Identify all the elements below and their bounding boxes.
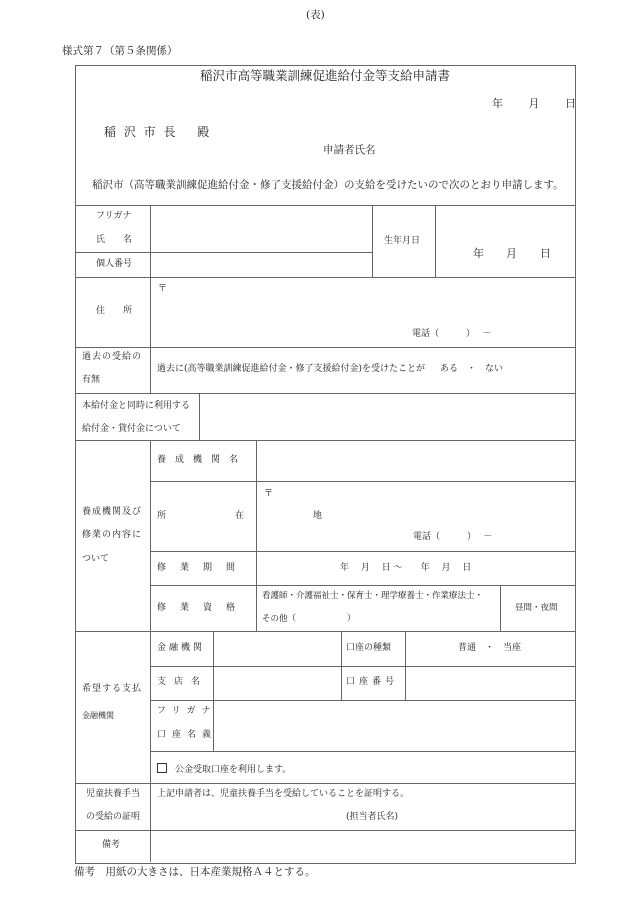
application-date xyxy=(492,95,576,111)
side-label: (表) xyxy=(306,9,325,21)
past-receipt-label-2: 有無 xyxy=(82,375,101,385)
account-number-field[interactable] xyxy=(407,668,573,699)
name-field[interactable] xyxy=(152,207,370,251)
location-postal-mark: 〒 xyxy=(264,489,274,499)
qualification-label: 修業資格 xyxy=(157,603,250,613)
date-year: 年 xyxy=(492,97,503,110)
address-phone: 電話（ ） － xyxy=(412,329,492,339)
birthdate-month: 月 xyxy=(506,247,517,260)
concurrent-label-2: 給付金・貸付金について xyxy=(82,424,181,434)
date-day: 日 xyxy=(565,97,576,110)
form-title: 稲沢市高等職業訓練促進給付金等支給申請書 xyxy=(200,68,451,83)
institution-name-label: 養成機関名 xyxy=(157,455,248,465)
date-month: 月 xyxy=(528,97,540,110)
form-number: 様式第７（第５条関係） xyxy=(62,45,178,57)
public-account-label: 公金受取口座を利用します。 xyxy=(175,765,292,775)
my-number-field[interactable] xyxy=(152,254,370,276)
period-label: 修業期間 xyxy=(157,563,250,573)
branch-label: 支店名 xyxy=(157,677,209,687)
account-type-options[interactable]: 普通 ・ 当座 xyxy=(458,643,522,653)
period-value[interactable]: 年 月 日 ～ 年 月 日 xyxy=(340,563,472,573)
training-section-label-1: 養成機関及び xyxy=(82,507,143,517)
location-label: 所 在 地 xyxy=(157,511,353,521)
applicant-name-field[interactable] xyxy=(380,140,570,160)
past-receipt-options[interactable]: ある ・ ない xyxy=(440,364,504,374)
remarks-label: 備考 xyxy=(102,840,121,850)
bank-institution-label: 金融機関 xyxy=(157,643,206,653)
public-account-option[interactable] xyxy=(157,762,291,775)
my-number-label: 個人番号 xyxy=(96,259,133,269)
account-type-label: 口座の種類 xyxy=(346,643,392,653)
officer-name-label: (担当者氏名) xyxy=(346,812,399,822)
qualification-options-2[interactable]: その他（ ） xyxy=(262,614,356,624)
time-options[interactable]: 昼間・夜間 xyxy=(515,603,558,613)
holder-furigana-label: フリガナ xyxy=(157,706,217,716)
postal-mark: 〒 xyxy=(158,284,168,294)
concurrent-field[interactable] xyxy=(201,395,573,439)
furigana-label: フリガナ xyxy=(96,211,132,221)
bank-institution-field[interactable] xyxy=(215,633,340,665)
past-receipt-label-1: 過去の受給の xyxy=(82,352,143,362)
past-receipt-statement: 過去に(高等職業訓練促進給付金・修了支援給付金)を受けたことが xyxy=(157,364,426,374)
training-section-label-3: ついて xyxy=(82,554,110,564)
birthdate-year: 年 xyxy=(473,247,484,260)
birthdate-day: 日 xyxy=(540,247,551,260)
footer-note: 備考 用紙の大きさは、日本産業規格Ａ４とする。 xyxy=(74,866,316,878)
branch-field[interactable] xyxy=(215,668,340,699)
bank-section-label-1: 希望する支払 xyxy=(82,684,143,694)
remarks-field[interactable] xyxy=(152,832,573,861)
certification-label-2: の受給の証明 xyxy=(86,812,141,822)
account-number-label: 口座番号 xyxy=(346,677,399,687)
name-label: 氏 名 xyxy=(96,235,133,245)
birthdate-label: 生年月日 xyxy=(384,236,421,246)
bank-section-label-2: 金融機関 xyxy=(82,711,114,720)
certification-statement: 上記申請者は、児童扶養手当を受給していることを証明する。 xyxy=(157,789,410,799)
certification-label-1: 児童扶養手当 xyxy=(86,789,141,799)
applicant-name-label: 申請者氏名 xyxy=(323,144,376,156)
training-section-label-2: 修業の内容に xyxy=(82,530,143,540)
birthdate-field[interactable] xyxy=(437,207,573,276)
address-field[interactable] xyxy=(152,279,573,346)
holder-field[interactable] xyxy=(215,702,573,750)
location-field[interactable] xyxy=(258,483,573,550)
location-phone: 電話（ ） － xyxy=(413,532,493,542)
address-label: 住 所 xyxy=(96,306,133,316)
qualification-options-1[interactable]: 看護師・介護福祉士・保育士・理学療養士・作業療法士・ xyxy=(262,591,484,601)
public-account-checkbox[interactable] xyxy=(157,763,167,773)
request-statement: 稲沢市（高等職業訓練促進給付金・修了支援給付金）の支給を受けたいので次のとおり申請します。 xyxy=(92,179,564,191)
holder-name-label: 口座名義 xyxy=(157,730,218,740)
concurrent-label-1: 本給付金と同時に利用する xyxy=(82,401,191,411)
institution-name-field[interactable] xyxy=(258,442,573,480)
addressee: 稲 沢 市 長 殿 xyxy=(104,125,212,139)
